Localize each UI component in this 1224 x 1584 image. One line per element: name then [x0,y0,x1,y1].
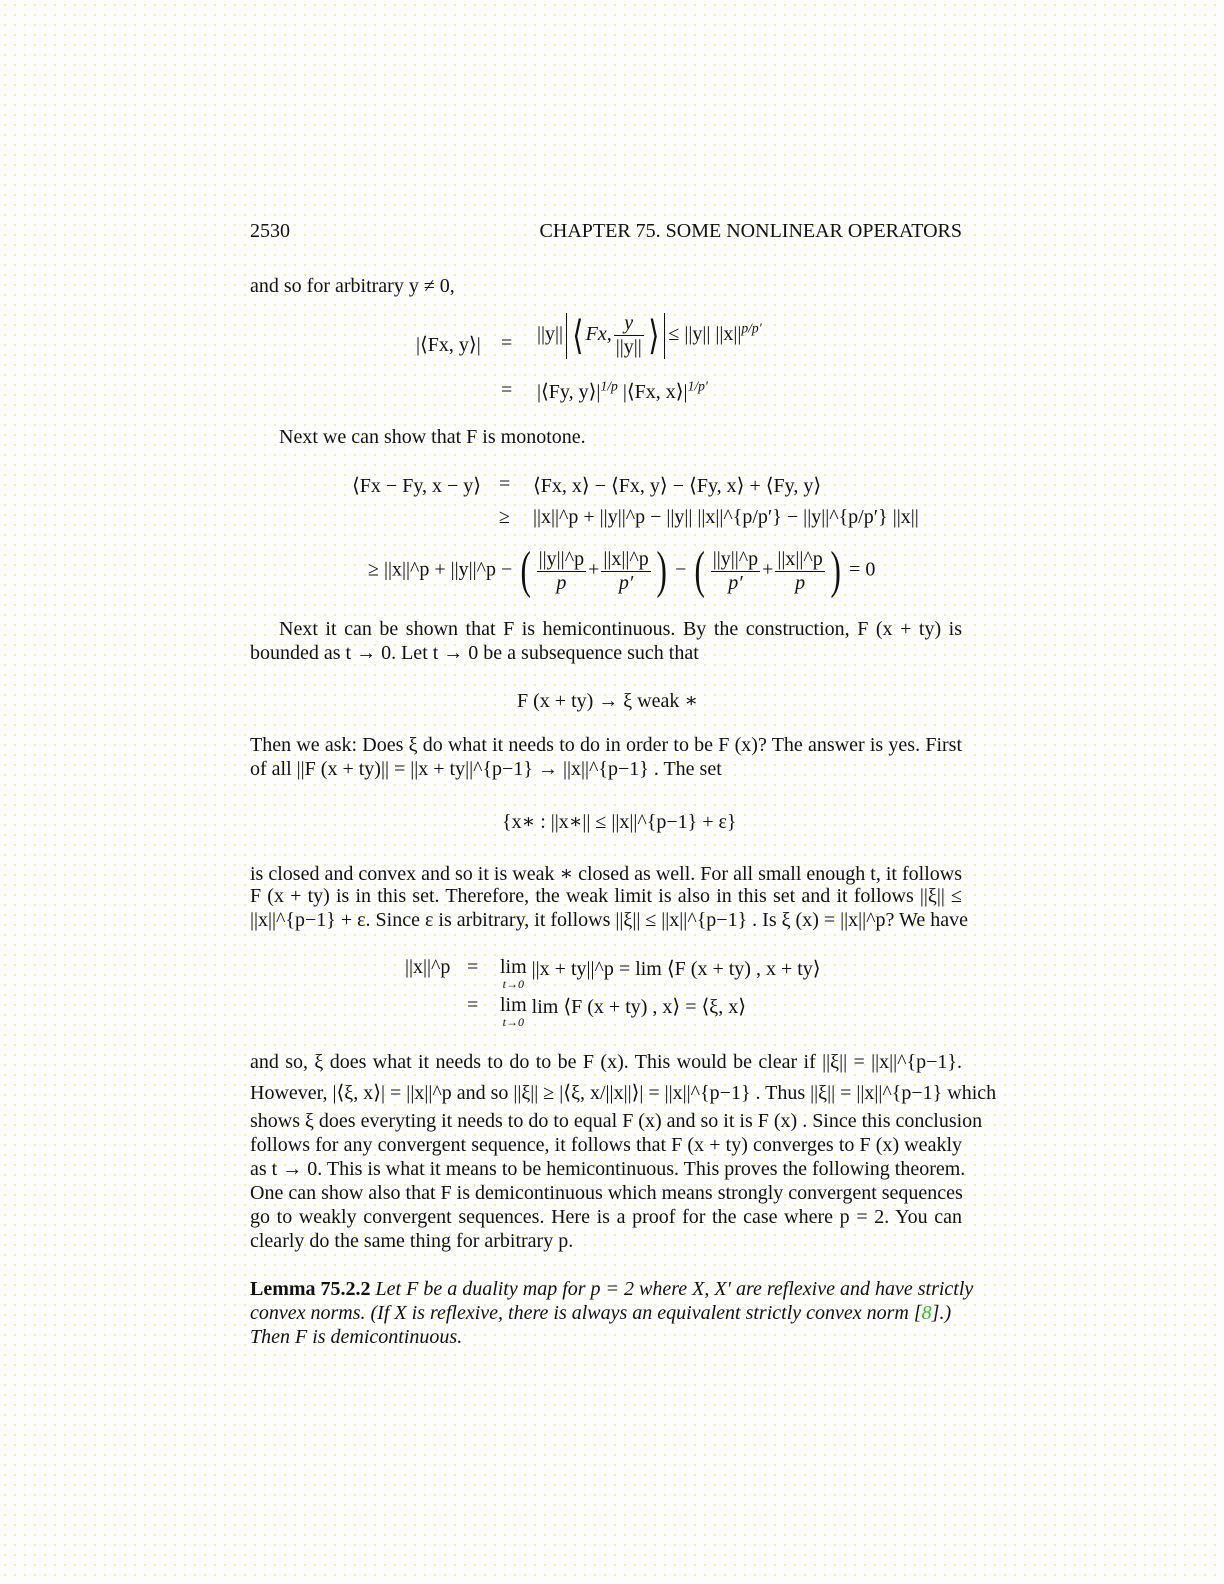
equation-weak-limit: F (x + ty) → ξ weak ∗ [517,690,698,712]
paragraph-question-l1: Then we ask: Does ξ do what it needs to do in order to be F (x)? The answer is yes. First [250,734,962,756]
eq1-rhs2-b-exp: 1/p′ [687,378,708,394]
lemma-line1: Let F be a duality map for p = 2 where X, X′ are reflexive and have strictly [375,1278,974,1300]
eq1-rel2: = [501,379,513,401]
eq1-rhs2-b: |⟨Fx, x⟩| [622,381,688,403]
eq1-lhs: |⟨Fx, y⟩| [416,334,481,356]
lemma-line3 [250,1326,462,1349]
eq6-lhs: ||x||^p [405,956,451,978]
paragraph-hemicontinuous-l2: bounded as t → 0. Let t → 0 be a subsequence such that [250,642,699,664]
page-number: 2530 [250,220,290,242]
paragraph-conclusion-l7: go to weakly convergent sequences. Here is a proof for the case where p = 2. You can [250,1206,962,1228]
eq1-rhs1: ||y|| ⟨ Fx, $\frac{y}{||y||}$ ⟩ ≤ ||y|| $||x||^{p/p'}$ [537,312,762,358]
paragraph-conclusion-l8: clearly do the same thing for arbitrary p. [250,1230,574,1252]
eq3-frac3-num: ||y||^p [712,547,759,570]
paragraph-hemicontinuous-l1: Next it can be shown that F is hemicontinuous. By the construction, F (x + ty) is [279,618,962,640]
paragraph-conclusion-l3: shows ξ does everyting it needs to do to equal F (x) and so it is F (x) . Since this conclusion [250,1110,983,1132]
lemma-line2: convex norms. (If X is reflexive, there is always an equivalent strictly convex norm [8].) [250,1302,952,1324]
lemma-label: Lemma 75.2.2 [250,1278,371,1300]
eq1-rhs1-exp: p/p′ [741,320,762,336]
lemma-block [250,1278,974,1301]
paragraph-conclusion-l1: and so, ξ does what it needs to do to be F (x). This would be clear if ||ξ|| = ||x||^{p−1}. [250,1051,962,1073]
lemma-line3-text: Then F is demicontinuous. [250,1326,463,1348]
eq6-rhs2-text: lim ⟨F (x + ty) , x⟩ = ⟨ξ, x⟩ [531,996,747,1018]
eq3-frac3-den: p′ [728,571,743,594]
paragraph-intro: and so for arbitrary y ≠ 0, [250,275,455,297]
eq6-rel2: = [467,994,479,1016]
eq3-frac4-den: p [795,571,806,594]
eq3-frac1-den: p [556,571,567,594]
eq3-frac2-num: ||x||^p [603,547,649,570]
equation-set: {x∗ : ||x∗|| ≤ ||x||^{p−1} + ε} [502,811,737,833]
eq1-rhs1-post: ≤ ||y|| ||x|| [668,323,742,346]
eq1-rhs2-a-exp: 1/p [600,378,618,394]
chapter-title: CHAPTER 75. SOME NONLINEAR OPERATORS [539,220,962,242]
eq1-frac-num: y [614,312,644,336]
paragraph-conclusion-l6: One can show also that F is demicontinuous which means strongly convergent sequences [250,1182,963,1204]
eq1-inner-left: Fx, [585,323,612,346]
eq6-lim-sub: t→0 [502,977,524,991]
eq3-start: ≥ ||x||^p + ||y||^p − [368,558,513,581]
eq3-frac1-num: ||y||^p [538,547,585,570]
eq6-rhs1 [500,956,821,991]
paragraph-closed-l1: is closed and convex and so it is weak ∗ closed as well. For all small enough t, it follows [250,863,962,885]
citation-link[interactable]: 8 [921,1302,932,1324]
paragraph-closed-l3: ||x||^{p−1} + ε. Since ε is arbitrary, it follows ||ξ|| ≤ ||x||^{p−1} . Is ξ (x) = ||x||^p? We have [250,909,968,931]
eq6-lim: lim t→0 [500,956,527,991]
eq1-norm-y: ||y|| [537,323,564,346]
eq6-rhs2: lim t→0 lim ⟨F (x + ty) , x⟩ = ⟨ξ, x⟩ [500,994,747,1029]
paragraph-question-l2: of all ||F (x + ty)|| = ||x + ty||^{p−1} → ||x||^{p−1} . The set [250,758,722,780]
eq1-fraction [614,312,644,359]
paragraph-conclusion-l5: as t → 0. This is what it means to be hemicontinuous. This proves the following theorem. [250,1158,966,1180]
eq1-rhs2 [537,379,708,404]
running-header [250,220,962,244]
eq3-frac2-den: p′ [618,571,634,594]
eq3-mid: − [675,558,687,581]
paragraph-conclusion-l2: However, |⟨ξ, x⟩| = ||x||^p and so ||ξ|| ≥ |⟨ξ, x/||x||⟩| = ||x||^{p−1} . Thus ||ξ|| = ||x||^{p−1} which [250,1082,997,1104]
eq3-frac4-num: ||x||^p [777,547,823,570]
eq2-rel2: ≥ [499,506,510,528]
paragraph-monotone: Next we can show that F is monotone. [279,426,586,448]
eq1-rhs2-a: |⟨Fy, y⟩| [537,381,601,403]
eq1-rel1: = [501,332,513,354]
eq2-rhs2: ||x||^p + ||y||^p − ||y|| ||x||^{p/p′} − ||y||^{p/p′} ||x|| [533,506,919,528]
eq2-rel1: = [499,473,511,495]
eq6-rel1: = [467,956,479,978]
eq1-frac-den: ||y|| [615,336,642,358]
eq2-rhs1: ⟨Fx, x⟩ − ⟨Fx, y⟩ − ⟨Fy, x⟩ + ⟨Fy, y⟩ [533,475,822,497]
equation-3: ≥ ||x||^p + ||y||^p − ( $\frac{||y||\^{}p}{p}$ + $\frac{||x||\^{}p}{p'}$ ) − ( $\frac{||y||\^{}p}{p'}$ + $\frac{||x||\^{}p}{p}$ ) = 0 [368,542,876,599]
eq2-lhs: ⟨Fx − Fy, x − y⟩ [352,475,482,497]
paragraph-conclusion-l4: follows for any convergent sequence, it follows that F (x + ty) converges to F (x) weakly [250,1134,962,1156]
eq6-rhs1-text: ||x + ty||^p = lim ⟨F (x + ty) , x + ty⟩ [531,958,821,980]
eq3-end: = 0 [849,558,876,581]
paragraph-closed-l2: F (x + ty) is in this set. Therefore, the weak limit is also in this set and it follows ||ξ|| ≤ [250,885,962,907]
